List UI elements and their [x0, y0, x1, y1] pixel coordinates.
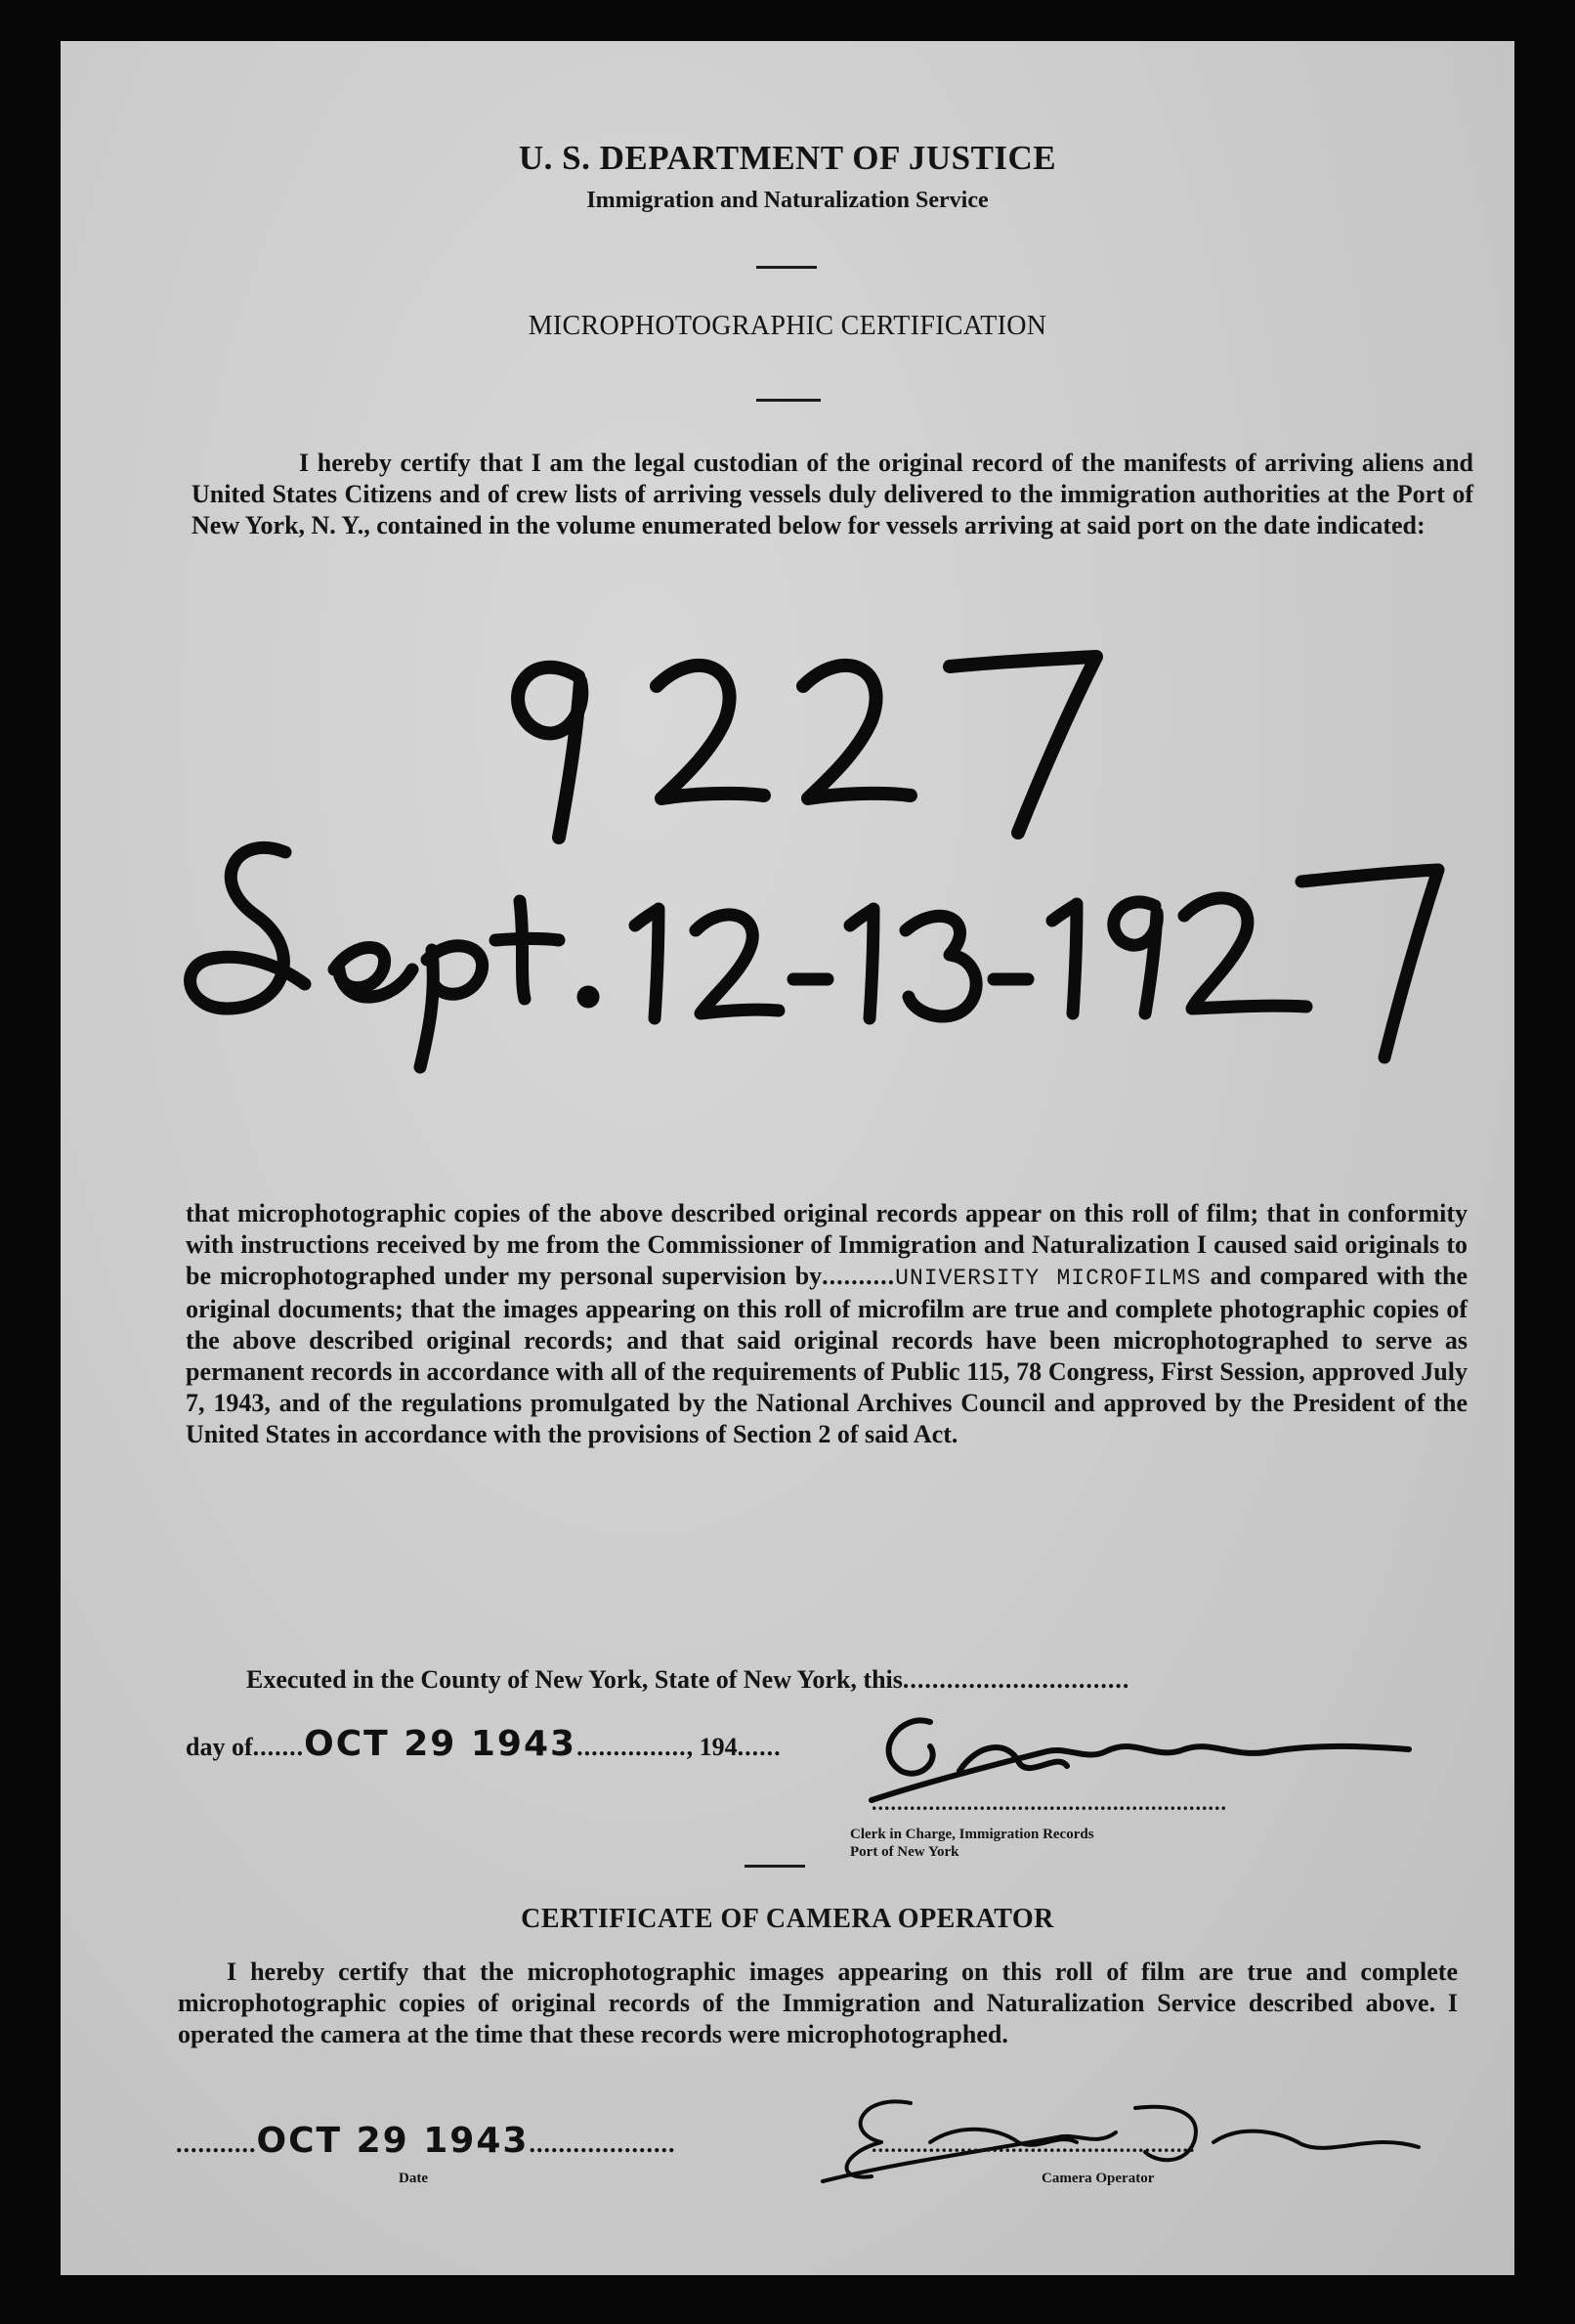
divider-rule: [756, 399, 821, 402]
date-label: Date: [399, 2171, 428, 2186]
divider-rule: [756, 266, 817, 269]
camera-operator-label: Camera Operator: [1042, 2171, 1155, 2186]
certificate-page: [61, 41, 1514, 2275]
certification-paragraph-2: that microphotographic copies of the above described original records appear on this roll of film; that in conformity with instructions received by me from the Commissioner of Immigration and Naturalization I caused said originals to be microphotographed under my personal supervision by..........UNIVERSITY MICROFILMS and compared with the original documents; that the images appearing on this roll of microfilm are true and complete photographic copies of the above described original records; and that said original records have been microphotographed to serve as permanent records in accordance with all of the requirements of Public 115, 78 Congress, First Session, approved July 7, 1943, and of the regulations promulgated by the National Archives Council and approved by the President of the United States in accordance with the provisions of Section 2 of said Act.: [186, 1199, 1468, 1448]
certification-paragraph-1: I hereby certify that I am the legal custodian of the original record of the manifests of arriving aliens and United States Citizens and of crew lists of arriving vessels duly delivered to the immigration authorities at the Port of New York, N. Y., contained in the volume enumerated below for vessels arriving at said port on the date indicated:: [192, 449, 1473, 539]
certification-title: MICROPHOTOGRAPHIC CERTIFICATION: [528, 311, 1047, 341]
day-of-line: day of.......OCT 29 1943..............., 194......: [186, 1724, 782, 1764]
clerk-title: Clerk in Charge, Immigration Records Port of New York: [850, 1827, 1094, 1860]
operator-dotted-line: ...................................................: [872, 2132, 1196, 2157]
executed-line: Executed in the County of New York, State of New York, this...............................: [246, 1665, 1130, 1694]
signature-dotted-line: ........................................................: [872, 1790, 1227, 1815]
camera-operator-paragraph: I hereby certify that the microphotographic images appearing on this roll of film are true and complete microphotographic copies of original records of the Immigration and Naturalization Service described above. I operated the camera at the time that these records were microphotographed.: [178, 1958, 1458, 2048]
typed-company-name: UNIVERSITY MICROFILMS: [895, 1266, 1202, 1291]
date-stamp: OCT 29 1943: [304, 1724, 577, 1764]
divider-rule: [745, 1865, 805, 1868]
service-subheading: Immigration and Naturalization Service: [586, 188, 989, 213]
handwritten-sailing-dates: [168, 823, 1477, 1077]
operator-date-stamp: OCT 29 1943: [256, 2121, 530, 2161]
operator-date-line: ...........OCT 29 1943....................: [176, 2121, 676, 2161]
handwritten-volume-number: [471, 627, 1155, 852]
department-heading: U. S. DEPARTMENT OF JUSTICE: [518, 139, 1057, 177]
camera-operator-title: CERTIFICATE OF CAMERA OPERATOR: [521, 1904, 1054, 1934]
